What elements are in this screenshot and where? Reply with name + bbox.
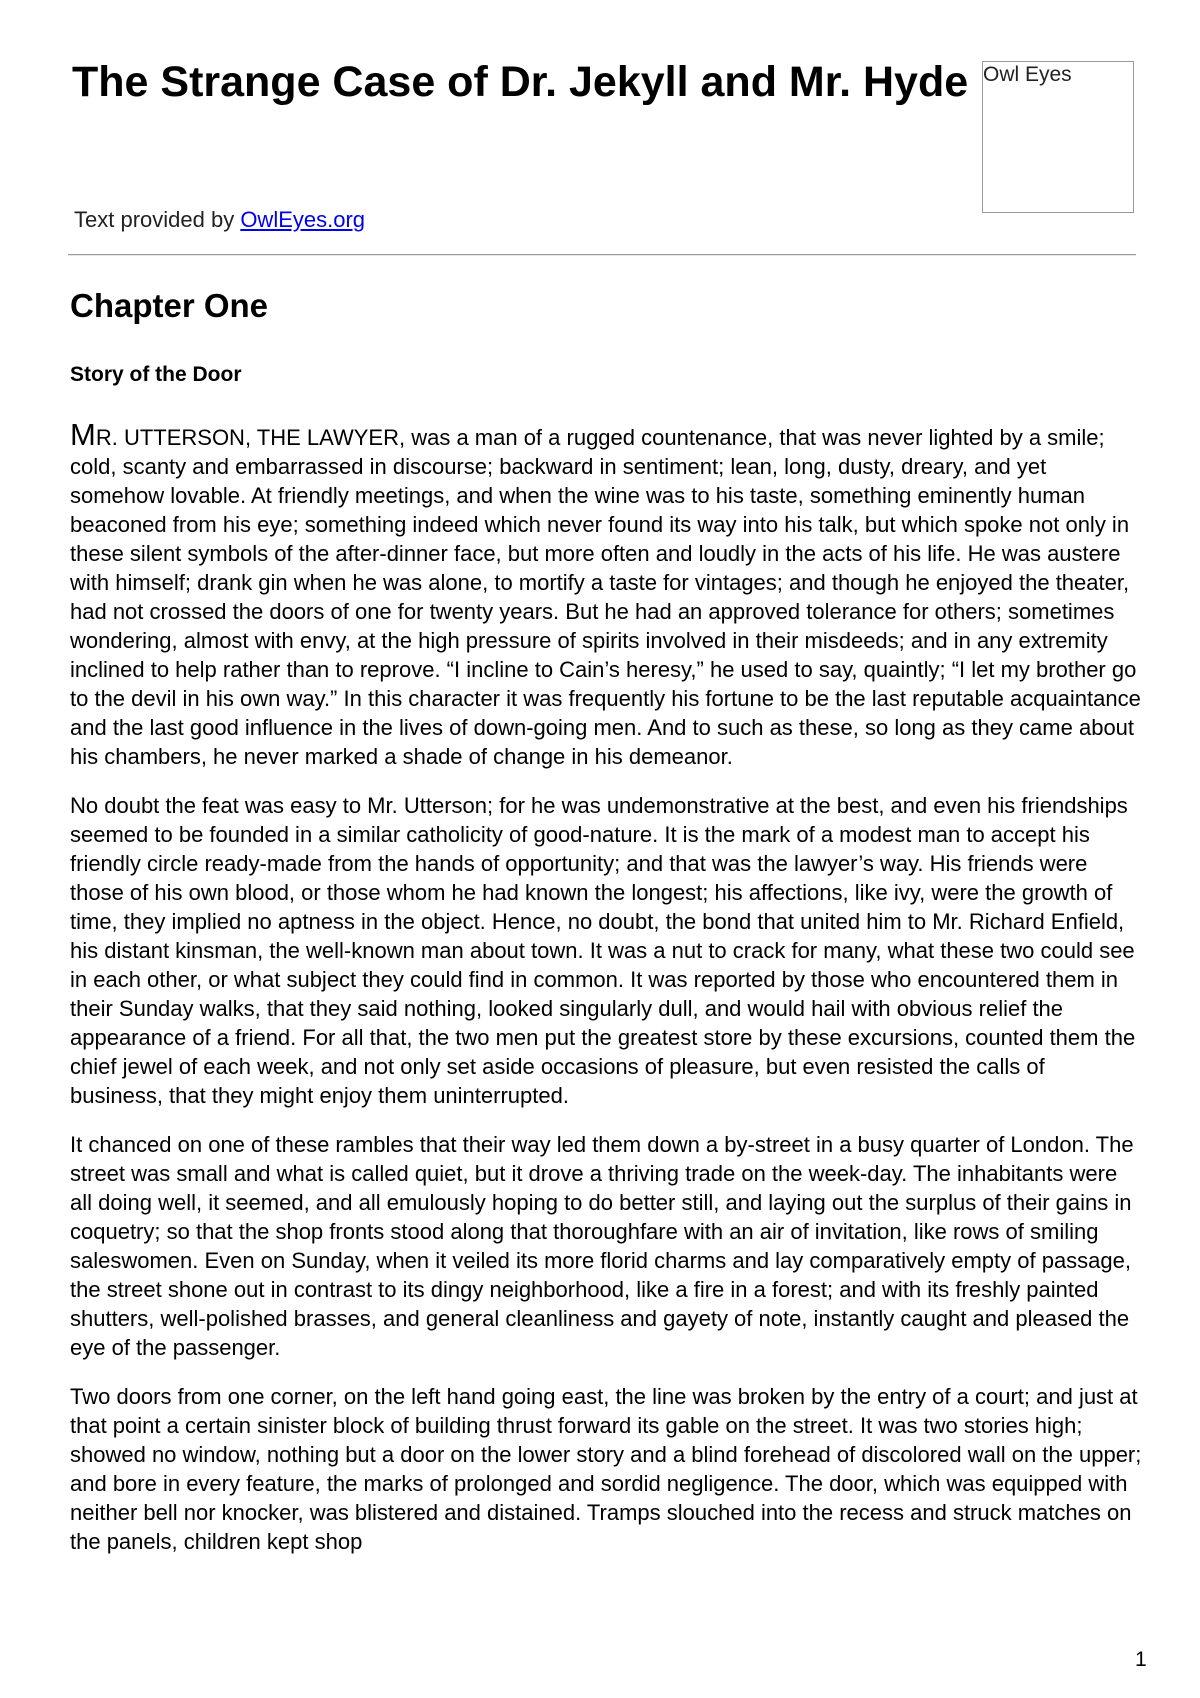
document-title: The Strange Case of Dr. Jekyll and Mr. Hyde — [72, 58, 969, 106]
paragraph-1 — [70, 417, 1142, 771]
chapter-body — [70, 417, 1142, 1576]
paragraph-1-text: , was a man of a rugged countenance, that was never lighted by a smile; cold, scanty and embarrassed in discourse; backward in sentiment; lean, long, dusty, dreary, and yet somehow lovable. At friendly meetings, and when the wine was to his taste, something eminently human beaconed from his eye; something indeed which never found its way into his talk, but which spoke not only in these silent symbols of the after-dinner face, but more often and loudly in the acts of his life. He was austere with himself; drank gin when he was alone, to mortify a taste for vintages; and though he enjoyed the theater, had not crossed the doors of one for twenty years. But he had an approved tolerance for others; sometimes wondering, almost with envy, at the high pressure of spirits involved in their misdeeds; and in any extremity inclined to help rather than to reprove. “I incline to Cain’s heresy,” he used to say, quaintly; “I let my brother go to the devil in his own way.” In this character it was frequently his fortune to be the last reputable acquaintance and the last good influence in the lives of down-going men. And to such as these, so long as they came about his chambers, he never marked a shade of change in his demeanor. — [70, 425, 1141, 769]
owl-eyes-logo-image — [982, 61, 1134, 213]
provided-by-prefix: Text provided by — [74, 207, 241, 232]
provided-by-line — [74, 207, 365, 233]
logo-alt-text: Owl Eyes — [983, 63, 1072, 86]
chapter-subtitle: Story of the Door — [70, 363, 242, 386]
chapter-title: Chapter One — [70, 287, 269, 324]
paragraph-3: It chanced on one of these rambles that their way led them down a by-street in a busy quarter of London. The street was small and what is called quiet, but it drove a thriving trade on the week-day. The inhabitants were all doing well, it seemed, and all emulously hoping to do better still, and laying out the surplus of their gains in coquetry; so that the shop fronts stood along that thoroughfare with an air of invitation, like rows of smiling saleswomen. Even on Sunday, when it veiled its more florid charms and lay comparatively empty of passage, the street shone out in contrast to its dingy neighborhood, like a fire in a forest; and with its freshly painted shutters, well-polished brasses, and general cleanliness and gayety of note, instantly caught and pleased the eye of the passenger. — [70, 1132, 1134, 1360]
owleyes-link[interactable]: OwlEyes.org — [240, 207, 366, 232]
paragraph-1-lead: R. UTTERSON, THE LAWYER — [95, 425, 399, 450]
paragraph-4: Two doors from one corner, on the left hand going east, the line was broken by the entry of a court; and just at that point a certain sinister block of building thrust forward its gable on the street. It was two stories high; showed no window, nothing but a door on the lower story and a blind forehead of discolored wall on the upper; and bore in every feature, the marks of prolonged and sordid negligence. The door, which was equipped with neither bell nor knocker, was blistered and distained. Tramps slouched into the recess and struck matches on the panels, children kept shop — [70, 1384, 1142, 1554]
page-number: 1 — [1135, 1648, 1147, 1671]
drop-cap: M — [70, 417, 96, 452]
header-divider — [68, 254, 1136, 256]
paragraph-2: No doubt the feat was easy to Mr. Utterson; for he was undemonstrative at the best, and even his friendships seemed to be founded in a similar catholicity of good-nature. It is the mark of a modest man to accept his friendly circle ready-made from the hands of opportunity; and that was the lawyer’s way. His friends were those of his own blood, or those whom he had known the longest; his affections, like ivy, were the growth of time, they implied no aptness in the object. Hence, no doubt, the bond that united him to Mr. Richard Enfield, his distant kinsman, the well-known man about town. It was a nut to crack for many, what these two could see in each other, or what subject they could find in common. It was reported by those who encountered them in their Sunday walks, that they said nothing, looked singularly dull, and would hail with obvious relief the appearance of a friend. For all that, the two men put the greatest store by these excursions, counted them the chief jewel of each week, and not only set aside occasions of pleasure, but even resisted the calls of business, that they might enjoy them uninterrupted. — [70, 793, 1136, 1108]
